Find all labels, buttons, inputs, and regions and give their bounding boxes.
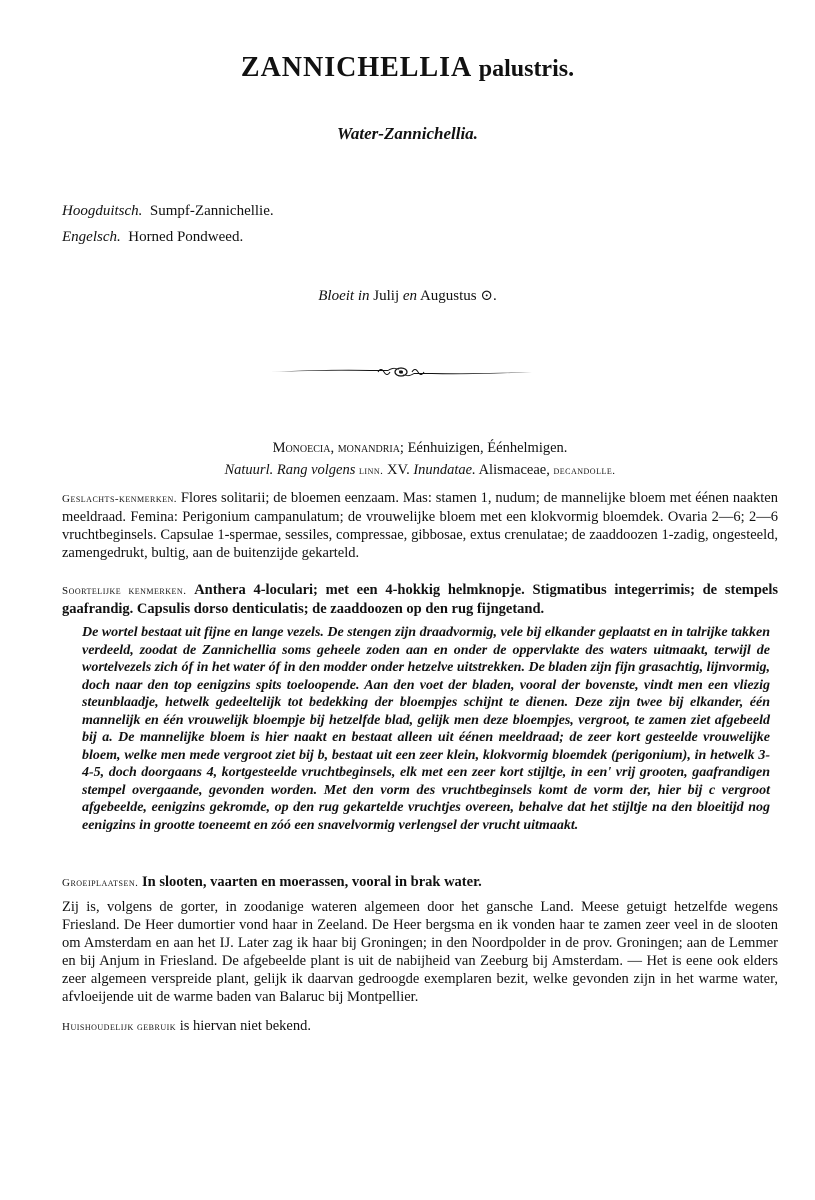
bloom-month: Augustus: [419, 288, 477, 304]
classification: [62, 439, 778, 480]
common-name: Water-Zannichellia.: [337, 124, 478, 143]
section-text: Flores solitarii; de bloemen eenzaam. Mas: stamen 1, nudum; de mannelijke bloem met éénen naakten meeldraad. Femina: Perigonium campanulatum; de vrouwelijke bloem met een klokvormig bloemdek. Ovaria 2—6; 2—6 vruchtbeginsels. Capsulae 1-spermae, sessiles, compressae, gibbosae, extus crenulatae; de zaaddoozen 1-zadig, ongesteeld, zamengedrukt, bultig, aan de buitenzijde gekarteld.: [62, 490, 778, 561]
section-text: Anthera 4-loculari; met een 4-hokkig helmknopje. Stigmatibus integerrimis; de stempels gaafrandig. Capsulis dorso denticulatis; de zaaddoozen op den rug fijngetand.: [62, 582, 778, 617]
bloom-in: in: [357, 288, 370, 304]
species-characteristics: [62, 581, 778, 618]
habitat: [62, 873, 778, 892]
lang-label: Engelsch.: [62, 229, 121, 245]
author-decandolle: decandolle.: [553, 465, 616, 477]
page-title: [0, 52, 815, 84]
section-label: Huishoudelijk gebruik: [62, 1021, 177, 1033]
classification-line-2: [62, 461, 778, 480]
section-text: In slooten, vaarten en moerassen, vooral in brak water.: [142, 874, 482, 890]
lang-name: Sumpf-Zannichellie.: [149, 203, 274, 219]
lang-label: Hoogduitsch.: [62, 203, 143, 219]
section-label: Geslachts-kenmerken.: [62, 493, 178, 505]
vernacular-german: [62, 198, 274, 224]
economic-use: [62, 1017, 778, 1036]
section-label: Soortelijke kenmerken.: [62, 585, 187, 597]
bloom-prefix: Bloeit: [318, 288, 355, 304]
distribution: Zij is, volgens de gorter, in zoodanige wateren algemeen door het gansche Land. Meese getuigt hetzelfde wegens Friesland. De Heer dumortier vond haar in Zeeland. De Heer bergsma en ik vonden haar te zamen zeer veel in de slooten om Amsterdam en aan het IJ. Later zag ik haar bij Groningen; in den Noordpolder in de prov. Groningen; aan de Lemmer en bij Anjum in Friesland. De afgebeelde plant is uit de nabijheid van Zeeburg bij Amsterdam. — Het is eene ook elders zeer algemeen verspreide plant, gelijk ik daarvan gedroogde exemplaren bezit, welke gevonden zijn in het warme water, afvloeijende uit de warme baden van Balaruc bij Montpellier.: [62, 899, 778, 1005]
classification-dutch: Eénhuizigen, Éénhelmigen.: [407, 440, 568, 456]
bloom-month: Julij: [373, 288, 400, 304]
class-number: XV.: [387, 462, 410, 478]
annual-symbol: ⊙.: [480, 288, 497, 304]
classification-sexual-system: Monoecia, monandria;: [272, 440, 404, 456]
section-text: is hiervan niet bekend.: [179, 1018, 311, 1034]
lang-name: Horned Pondweed.: [128, 229, 244, 245]
vernacular-names: [62, 198, 274, 250]
bloom-and: en: [402, 288, 418, 304]
genus-characteristics: [62, 489, 778, 562]
natural-rank-label: Natuurl. Rang volgens: [224, 462, 356, 478]
genus-name: ZANNICHELLIA: [240, 52, 471, 83]
author-linnaeus: linn.: [359, 465, 384, 477]
classification-line-1: [62, 439, 778, 457]
section-label: Groeiplaatsen.: [62, 877, 139, 889]
species-name: palustris.: [478, 56, 575, 82]
flowering-period: [0, 286, 815, 305]
plant-description: De wortel bestaat uit fijne en lange vezels. De stengen zijn draadvormig, vele bij elkander geplaatst en in talrijke takken verdeeld, zoodat de Zannichellia soms geheele zoden aan en onder de oppervlakte des waters uitmaakt, terwijl de wortelvezels zich óf in het water óf in den modder onder hetzelve uitstrekken. De bladen zijn fijn grasachtig, lijnvormig, doch naar den top eenigzins spits toeloopende. Aan den voet der bladen, vooral der bovenste, vindt men een vliezig steunblaadje, hetwelk gedeeltelijk tot bedekking der bloempjes schijnt te dienen. Deze zijn twee bij elkander, één mannelijk en één vrouwelijk bloempje bij hetzelfde blad, gelijk men deze bloempjes, vergroot, te zamen ziet afgebeeld bij a. De mannelijke bloem is hier naakt en bestaat alleen uit éénen meeldraad; de zeer kort gesteelde vrouwelijke bloem, welke men mede vergroot ziet bij b, bestaat uit een zeer klein, klokvormig bloemdek (perigonium), in hetwelk 3-4-5, doch doorgaans 4, kortgesteelde vruchtbeginsels, elk met een zeer kort stijltje, in een' vrij grooten, gaafrandigen stempel overgaande, gevonden worden. Met den vorm des vruchtbeginsels komt de vorm der, hier bij c vergroot afgebeelde, eenigzins gekromde, op den rug gekartelde vruchtjes overeen, behalve dat het stijltje na den bloeitijd nog eenigzins in grootte toeneemt en zóó een snavelvormig verlengsel der vrucht uitmaakt.: [82, 625, 770, 833]
family-name: Alismaceae,: [478, 462, 550, 478]
vernacular-english: [62, 224, 274, 250]
order-name: Inundatae.: [413, 462, 476, 478]
ornament-divider-icon: [270, 362, 532, 382]
